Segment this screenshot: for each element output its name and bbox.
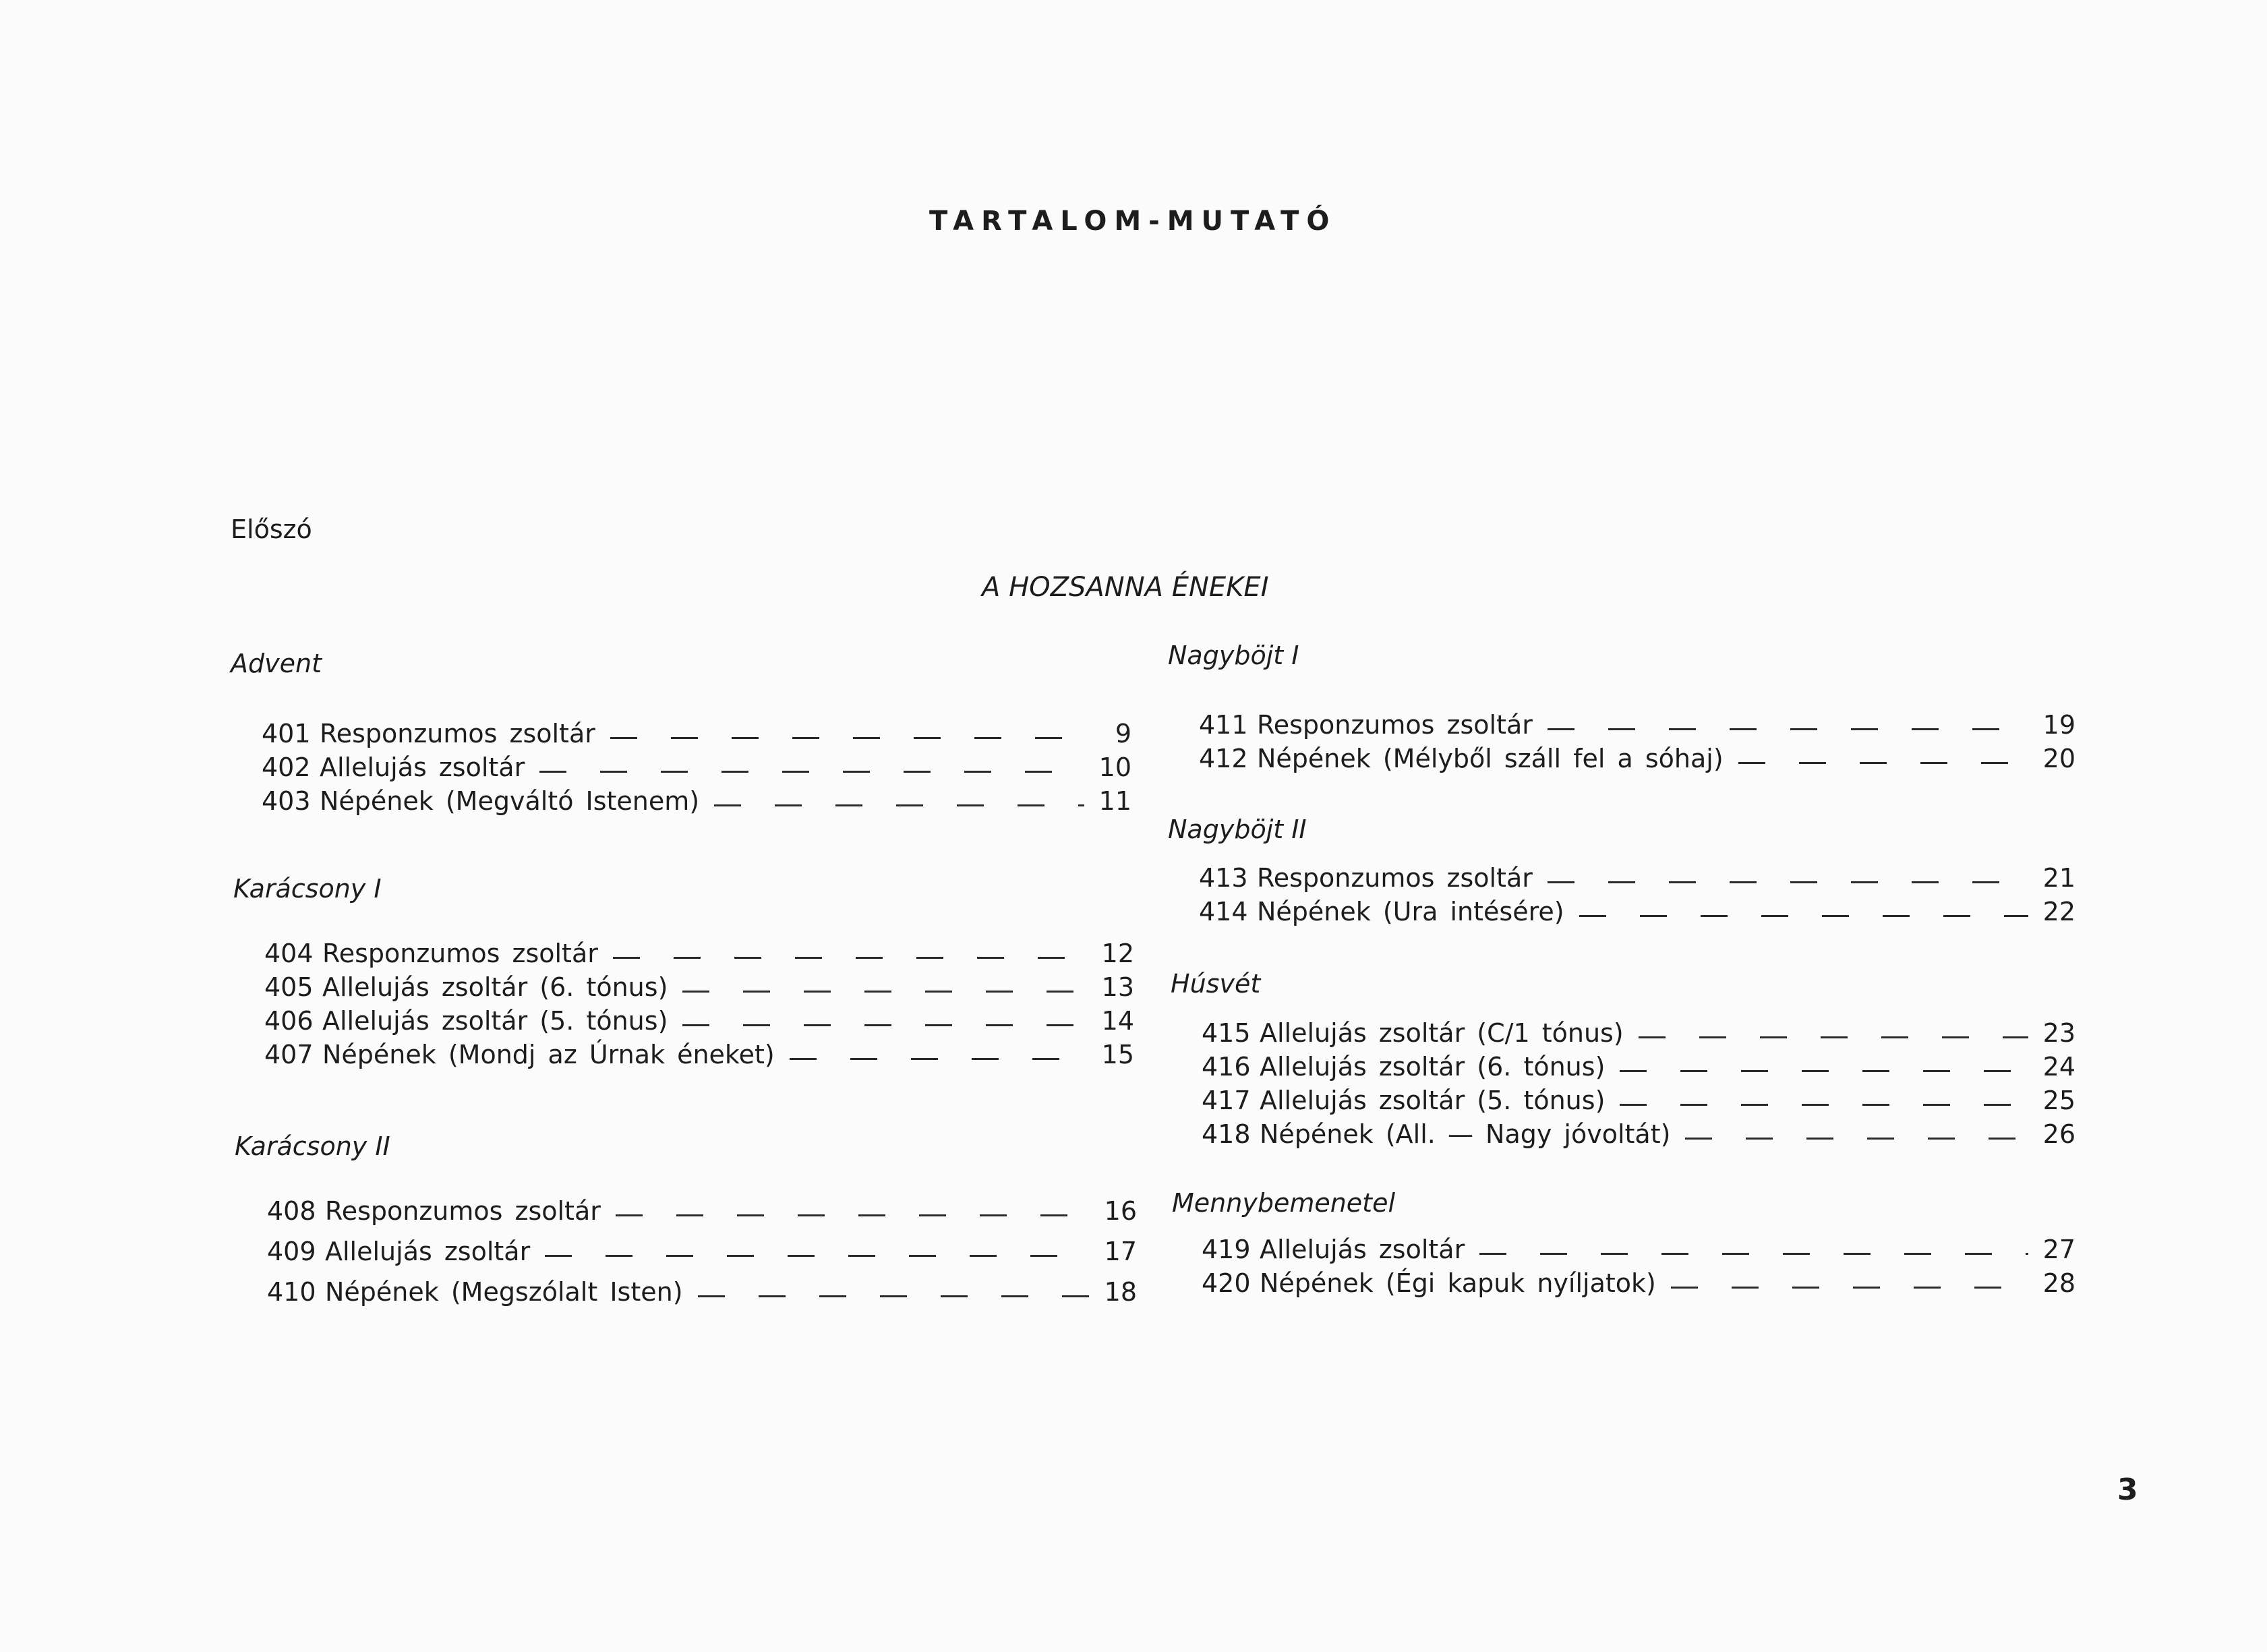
- entry-page: 22: [2042, 897, 2075, 926]
- toc-entry: [1202, 1084, 2075, 1117]
- entry-title: Allelujás zsoltár (C/1 tónus): [1260, 1018, 1624, 1048]
- entry-page: 16: [1104, 1196, 1137, 1226]
- toc-entry: [1199, 861, 2075, 895]
- entry-number: 405: [264, 972, 314, 1002]
- group-heading: Karácsony II: [235, 1131, 390, 1161]
- toc-entry: [1199, 895, 2075, 928]
- entry-page: 28: [2042, 1268, 2075, 1298]
- entry-title: Népének (Megszólalt Isten): [325, 1277, 683, 1307]
- dash-leader: [616, 1194, 1090, 1228]
- group-heading: Nagyböjt II: [1168, 815, 1307, 844]
- entry-title: Responzumos zsoltár: [325, 1196, 601, 1226]
- entry-title: Responzumos zsoltár: [320, 719, 595, 748]
- dash-leader: [1685, 1117, 2028, 1151]
- group-heading: Advent: [231, 649, 322, 678]
- group-heading: Húsvét: [1171, 969, 1261, 999]
- entry-page: 19: [2042, 710, 2075, 740]
- toc-entry: [267, 1194, 1137, 1228]
- entry-page: 11: [1098, 786, 1131, 816]
- toc-entry: [1202, 1266, 2075, 1300]
- entry-page: 20: [2042, 744, 2075, 773]
- toc-entry: [262, 750, 1131, 784]
- entry-number: 402: [262, 753, 311, 782]
- entry-number: 410: [267, 1277, 316, 1307]
- toc-entry: [1202, 1050, 2075, 1084]
- toc-entry: [262, 717, 1131, 750]
- dash-leader: [1620, 1050, 2028, 1084]
- dash-leader: [1548, 708, 2028, 742]
- entry-number: 409: [267, 1237, 316, 1266]
- entry-number: 407: [264, 1040, 314, 1069]
- dash-leader: [613, 937, 1087, 970]
- dash-leader: [1639, 1016, 2028, 1050]
- toc-entry: [1199, 742, 2075, 775]
- entry-page: 25: [2042, 1086, 2075, 1115]
- toc-entry: [264, 937, 1134, 970]
- toc-entry: [264, 1038, 1134, 1071]
- entry-page: 10: [1098, 753, 1131, 782]
- dash-leader: [1548, 861, 2028, 895]
- entry-title: Allelujás zsoltár (6. tónus): [1260, 1052, 1606, 1082]
- section-title: A HOZSANNA ÉNEKEI: [982, 572, 1269, 603]
- entry-title: Allelujás zsoltár: [325, 1237, 531, 1266]
- entry-title: Népének (Ura intésére): [1257, 897, 1564, 926]
- entry-number: 406: [264, 1006, 314, 1036]
- entry-title: Allelujás zsoltár (6. tónus): [322, 972, 668, 1002]
- toc-entry: [262, 784, 1131, 818]
- entry-page: 21: [2042, 863, 2075, 893]
- toc-entry: [1202, 1117, 2075, 1151]
- entry-title: Népének (Mondj az Úrnak éneket): [322, 1040, 775, 1069]
- entry-page: 24: [2042, 1052, 2075, 1082]
- entry-title: Allelujás zsoltár: [320, 753, 525, 782]
- toc-entry: [267, 1275, 1137, 1309]
- entry-number: 417: [1202, 1086, 1251, 1115]
- group-heading: Karácsony I: [233, 874, 382, 904]
- dash-leader: [1479, 1233, 2028, 1266]
- dash-leader: [610, 717, 1084, 750]
- entry-number: 401: [262, 719, 311, 748]
- entry-number: 418: [1202, 1119, 1251, 1149]
- dash-leader: [698, 1275, 1090, 1309]
- entry-page: 13: [1101, 972, 1134, 1002]
- group-heading: Mennybemenetel: [1172, 1188, 1396, 1218]
- entry-title: Népének (All. — Nagy jóvoltát): [1260, 1119, 1671, 1149]
- entry-title: Népének (Mélyből száll fel a sóhaj): [1257, 744, 1724, 773]
- toc-entry: [1202, 1016, 2075, 1050]
- entry-number: 414: [1199, 897, 1248, 926]
- entry-number: 411: [1199, 710, 1248, 740]
- dash-leader: [682, 1004, 1087, 1038]
- dash-leader: [790, 1038, 1087, 1071]
- entry-page: 9: [1115, 719, 1131, 748]
- toc-entry: [267, 1235, 1137, 1268]
- toc-entry: [264, 970, 1134, 1004]
- entry-page: 12: [1101, 939, 1134, 968]
- entry-title: Népének (Megváltó Istenem): [320, 786, 700, 816]
- toc-entry: [264, 1004, 1134, 1038]
- group-heading: Nagyböjt I: [1168, 641, 1299, 670]
- entry-page: 17: [1104, 1237, 1137, 1266]
- dash-leader: [1738, 742, 2028, 775]
- entry-number: 416: [1202, 1052, 1251, 1082]
- entry-page: 26: [2042, 1119, 2075, 1149]
- entry-title: Responzumos zsoltár: [1257, 863, 1533, 893]
- entry-title: Allelujás zsoltár (5. tónus): [322, 1006, 668, 1036]
- dash-leader: [1671, 1266, 2028, 1300]
- dash-leader: [545, 1235, 1090, 1268]
- entry-number: 415: [1202, 1018, 1251, 1048]
- dash-leader: [1579, 895, 2028, 928]
- dash-leader: [682, 970, 1087, 1004]
- entry-number: 413: [1199, 863, 1248, 893]
- entry-page: 27: [2042, 1235, 2075, 1264]
- entry-number: 408: [267, 1196, 316, 1226]
- entry-title: Népének (Égi kapuk nyíljatok): [1260, 1268, 1656, 1298]
- entry-number: 420: [1202, 1268, 1251, 1298]
- entry-page: 23: [2042, 1018, 2075, 1048]
- entry-title: Responzumos zsoltár: [1257, 710, 1533, 740]
- toc-entry: [1199, 708, 2075, 742]
- foreword-entry: Előszó: [231, 514, 312, 544]
- entry-title: Allelujás zsoltár: [1260, 1235, 1465, 1264]
- page-number: 3: [2117, 1473, 2138, 1507]
- page-title: TARTALOM-MUTATÓ: [929, 206, 1337, 237]
- toc-entry: [1202, 1233, 2075, 1266]
- entry-number: 412: [1199, 744, 1248, 773]
- dash-leader: [539, 750, 1084, 784]
- entry-title: Responzumos zsoltár: [322, 939, 598, 968]
- entry-title: Allelujás zsoltár (5. tónus): [1260, 1086, 1606, 1115]
- dash-leader: [1620, 1084, 2028, 1117]
- entry-number: 404: [264, 939, 314, 968]
- entry-page: 14: [1101, 1006, 1134, 1036]
- entry-page: 18: [1104, 1277, 1137, 1307]
- entry-number: 403: [262, 786, 311, 816]
- entry-page: 15: [1101, 1040, 1134, 1069]
- entry-number: 419: [1202, 1235, 1251, 1264]
- dash-leader: [714, 784, 1084, 818]
